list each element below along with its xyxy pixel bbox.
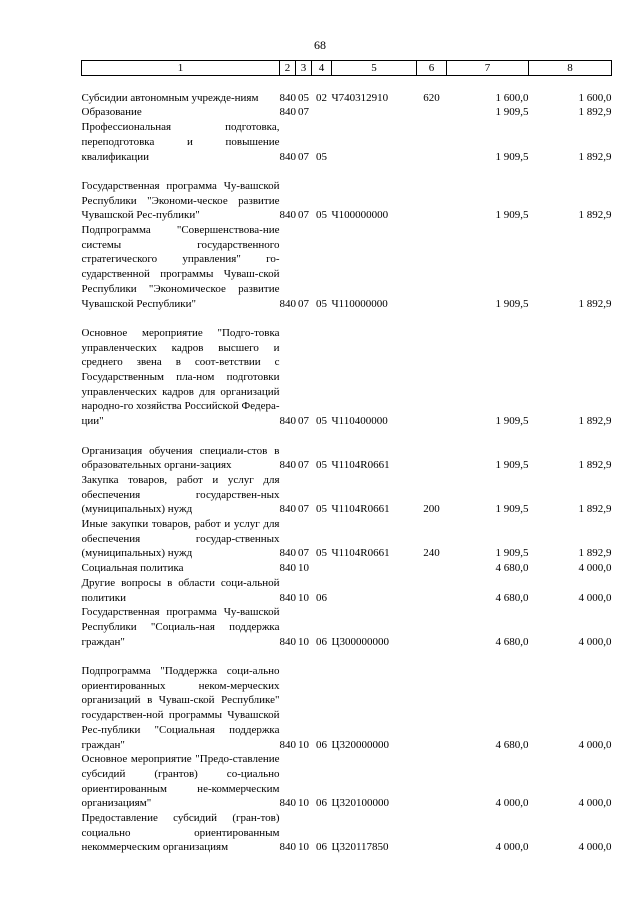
table-row — [82, 105, 612, 120]
row-section: 07 — [298, 106, 309, 119]
row-expense-type — [417, 561, 447, 576]
row-section: 10 — [298, 738, 309, 751]
row-expense-type — [417, 811, 447, 855]
row-description: Субсидии автономным учрежде-ниям — [81, 91, 259, 104]
row-target-article — [332, 561, 417, 576]
table-row — [82, 561, 612, 576]
row-subsection: 06 — [316, 797, 327, 810]
row-subsection: 05 — [316, 503, 327, 516]
row-subsection: 05 — [316, 459, 327, 472]
row-subsection — [312, 105, 332, 120]
row-amount-year2: 1 892,9 — [578, 106, 612, 119]
row-amount-year2: 1 892,9 — [578, 459, 612, 472]
row-expense-type: 240 — [423, 547, 440, 560]
row-description: Образование — [81, 106, 142, 119]
row-subsection: 05 — [316, 150, 327, 163]
row-amount-year1: 1 909,5 — [495, 503, 529, 516]
table-row — [82, 752, 612, 811]
row-section: 07 — [298, 503, 309, 516]
row-amount-year1: 4 000,0 — [495, 841, 529, 854]
table-row — [82, 429, 612, 473]
row-description: Подпрограмма "Совершенствова-ние системы государственного стратегического управления" го-сударственной программы Чуваш-ской Республики "Экономическое развитие Чувашской Республики" — [81, 224, 280, 310]
row-description: Государственная программа Чу-вашской Республики "Социаль-ная поддержка граждан" — [81, 606, 280, 648]
row-target-article: Ч110400000 — [331, 415, 388, 428]
table-row — [82, 311, 612, 429]
row-section: 07 — [298, 459, 309, 472]
row-amount-year2: 4 000,0 — [578, 797, 612, 810]
row-admin-code: 840 — [279, 738, 296, 751]
row-expense-type: 620 — [423, 91, 440, 104]
row-expense-type: 200 — [423, 503, 440, 516]
row-admin-code: 840 — [279, 150, 296, 163]
row-section: 07 — [298, 150, 309, 163]
row-amount-year1: 4 680,0 — [495, 591, 529, 604]
row-admin-code: 840 — [279, 297, 296, 310]
row-subsection — [312, 561, 332, 576]
row-target-article: Ч740312910 — [331, 91, 389, 104]
table-row — [82, 576, 612, 605]
row-amount-year1: 4 680,0 — [495, 562, 529, 575]
row-amount-year1: 1 909,5 — [495, 209, 529, 222]
budget-table — [81, 60, 612, 855]
col-header-5: 5 — [332, 61, 417, 76]
row-amount-year2: 1 892,9 — [578, 547, 612, 560]
row-expense-type — [417, 429, 447, 473]
row-description: Иные закупки товаров, работ и услуг для обеспечения государ-ственных (муниципальных) нужд — [81, 518, 280, 560]
row-subsection: 06 — [316, 841, 327, 854]
row-target-article: Ч110000000 — [331, 297, 388, 310]
row-section: 10 — [298, 797, 309, 810]
row-description: Государственная программа Чу-вашской Республики "Экономи-ческое развитие Чувашской Рес-публики" — [81, 179, 280, 222]
row-amount-year2: 4 000,0 — [578, 562, 612, 575]
table-row — [82, 76, 612, 106]
table-row — [82, 164, 612, 223]
row-amount-year1: 4 000,0 — [495, 797, 529, 810]
row-amount-year1: 1 909,5 — [495, 106, 529, 119]
col-header-6: 6 — [417, 61, 447, 76]
row-section: 07 — [298, 209, 309, 222]
row-admin-code: 840 — [279, 547, 296, 560]
row-amount-year1: 4 680,0 — [495, 738, 529, 751]
col-header-3: 3 — [296, 61, 312, 76]
row-amount-year1: 1 600,0 — [495, 91, 529, 104]
row-description: Основное мероприятие "Подго-товка управленческих кадров высшего и среднего звена в соот-ветствии с Государственным пла-ном подготовки управленческих кадров для организаций народно-го хозяйства Российской Федера-ции" — [81, 326, 280, 428]
row-admin-code: 840 — [279, 797, 296, 810]
row-subsection: 05 — [316, 415, 327, 428]
row-subsection: 05 — [316, 297, 327, 310]
row-admin-code: 840 — [279, 503, 296, 516]
row-section: 10 — [298, 635, 309, 648]
row-description: Основное мероприятие "Предо-ставление субсидий (грантов) со-циально ориентированным не-коммерческим организациям" — [81, 753, 280, 810]
row-amount-year1: 1 909,5 — [495, 547, 529, 560]
row-amount-year1: 1 909,5 — [495, 150, 529, 163]
row-expense-type — [417, 223, 447, 311]
row-target-article: Ч100000000 — [331, 209, 389, 222]
row-amount-year1: 1 909,5 — [495, 297, 529, 310]
row-amount-year1: 4 680,0 — [495, 635, 529, 648]
row-subsection: 06 — [316, 738, 327, 751]
row-target-article: Ц320000000 — [331, 738, 389, 751]
col-header-8: 8 — [529, 61, 612, 76]
row-amount-year2: 1 892,9 — [578, 209, 612, 222]
row-section: 10 — [298, 841, 309, 854]
row-amount-year2: 1 600,0 — [578, 91, 612, 104]
row-subsection: 06 — [316, 635, 327, 648]
row-target-article — [332, 105, 417, 120]
row-description: Другие вопросы в области соци-альной политики — [81, 576, 280, 604]
row-section: 05 — [298, 91, 309, 104]
row-amount-year2: 1 892,9 — [578, 503, 612, 516]
col-header-7: 7 — [447, 61, 529, 76]
row-section: 10 — [298, 562, 309, 575]
row-target-article — [332, 576, 417, 605]
row-target-article: Ц300000000 — [331, 635, 389, 648]
row-subsection: 02 — [316, 91, 327, 104]
table-row — [82, 811, 612, 855]
row-admin-code: 840 — [279, 209, 296, 222]
row-section: 07 — [298, 547, 309, 560]
table-row — [82, 223, 612, 311]
row-expense-type — [417, 605, 447, 649]
row-section: 10 — [298, 591, 309, 604]
row-subsection: 05 — [316, 209, 327, 222]
row-admin-code: 840 — [279, 635, 296, 648]
col-header-2: 2 — [280, 61, 296, 76]
row-expense-type — [417, 649, 447, 752]
row-admin-code: 840 — [279, 841, 296, 854]
row-amount-year1: 1 909,5 — [495, 459, 529, 472]
row-target-article: Ч1104R0661 — [331, 547, 390, 560]
row-admin-code: 840 — [279, 91, 296, 104]
table-row — [82, 473, 612, 517]
row-description: Профессиональная подготовка, переподготовка и повышение квалификации — [81, 121, 280, 163]
row-section: 07 — [298, 415, 309, 428]
col-header-4: 4 — [312, 61, 332, 76]
row-target-article: Ч1104R0661 — [331, 459, 390, 472]
row-amount-year2: 4 000,0 — [578, 738, 612, 751]
row-description: Подпрограмма "Поддержка соци-ально ориентированных неком-мерческих организаций в Чуваш-ской Республике" государствен-ной программы Чувашской Рес-публики "Социальная поддержка граждан" — [81, 665, 280, 751]
page-number: 68 — [314, 38, 326, 52]
row-amount-year2: 4 000,0 — [578, 635, 612, 648]
row-description: Закупка товаров, работ и услуг для обеспечения государствен-ных (муниципальных) нужд — [81, 473, 280, 516]
row-admin-code: 840 — [279, 562, 296, 575]
row-target-article: Ч1104R0661 — [331, 503, 390, 516]
row-admin-code: 840 — [279, 591, 296, 604]
table-row — [82, 605, 612, 649]
row-target-article — [332, 120, 417, 164]
row-expense-type — [417, 311, 447, 429]
row-expense-type — [417, 164, 447, 223]
row-amount-year2: 4 000,0 — [578, 591, 612, 604]
col-header-1: 1 — [82, 61, 280, 76]
row-admin-code: 840 — [279, 415, 296, 428]
row-description: Предоставление субсидий (гран-тов) социально ориентированным некоммерческим организациям — [81, 812, 280, 854]
column-number-header — [82, 61, 612, 76]
row-amount-year2: 1 892,9 — [578, 150, 612, 163]
row-subsection: 05 — [316, 547, 327, 560]
row-amount-year2: 1 892,9 — [578, 297, 612, 310]
row-target-article: Ц320117850 — [331, 841, 389, 854]
row-amount-year2: 4 000,0 — [578, 841, 612, 854]
table-row — [82, 517, 612, 561]
table-row — [82, 649, 612, 752]
row-subsection: 06 — [316, 591, 327, 604]
row-amount-year1: 1 909,5 — [495, 415, 529, 428]
row-amount-year2: 1 892,9 — [578, 415, 612, 428]
row-target-article: Ц320100000 — [331, 797, 389, 810]
row-section: 07 — [298, 297, 309, 310]
row-expense-type — [417, 576, 447, 605]
row-admin-code: 840 — [279, 459, 296, 472]
row-expense-type — [417, 752, 447, 811]
row-expense-type — [417, 105, 447, 120]
row-expense-type — [417, 120, 447, 164]
row-description: Организация обучения специали-стов в образовательных органи-зациях — [81, 444, 280, 472]
row-admin-code: 840 — [279, 106, 296, 119]
table-row — [82, 120, 612, 164]
row-description: Социальная политика — [81, 562, 184, 575]
